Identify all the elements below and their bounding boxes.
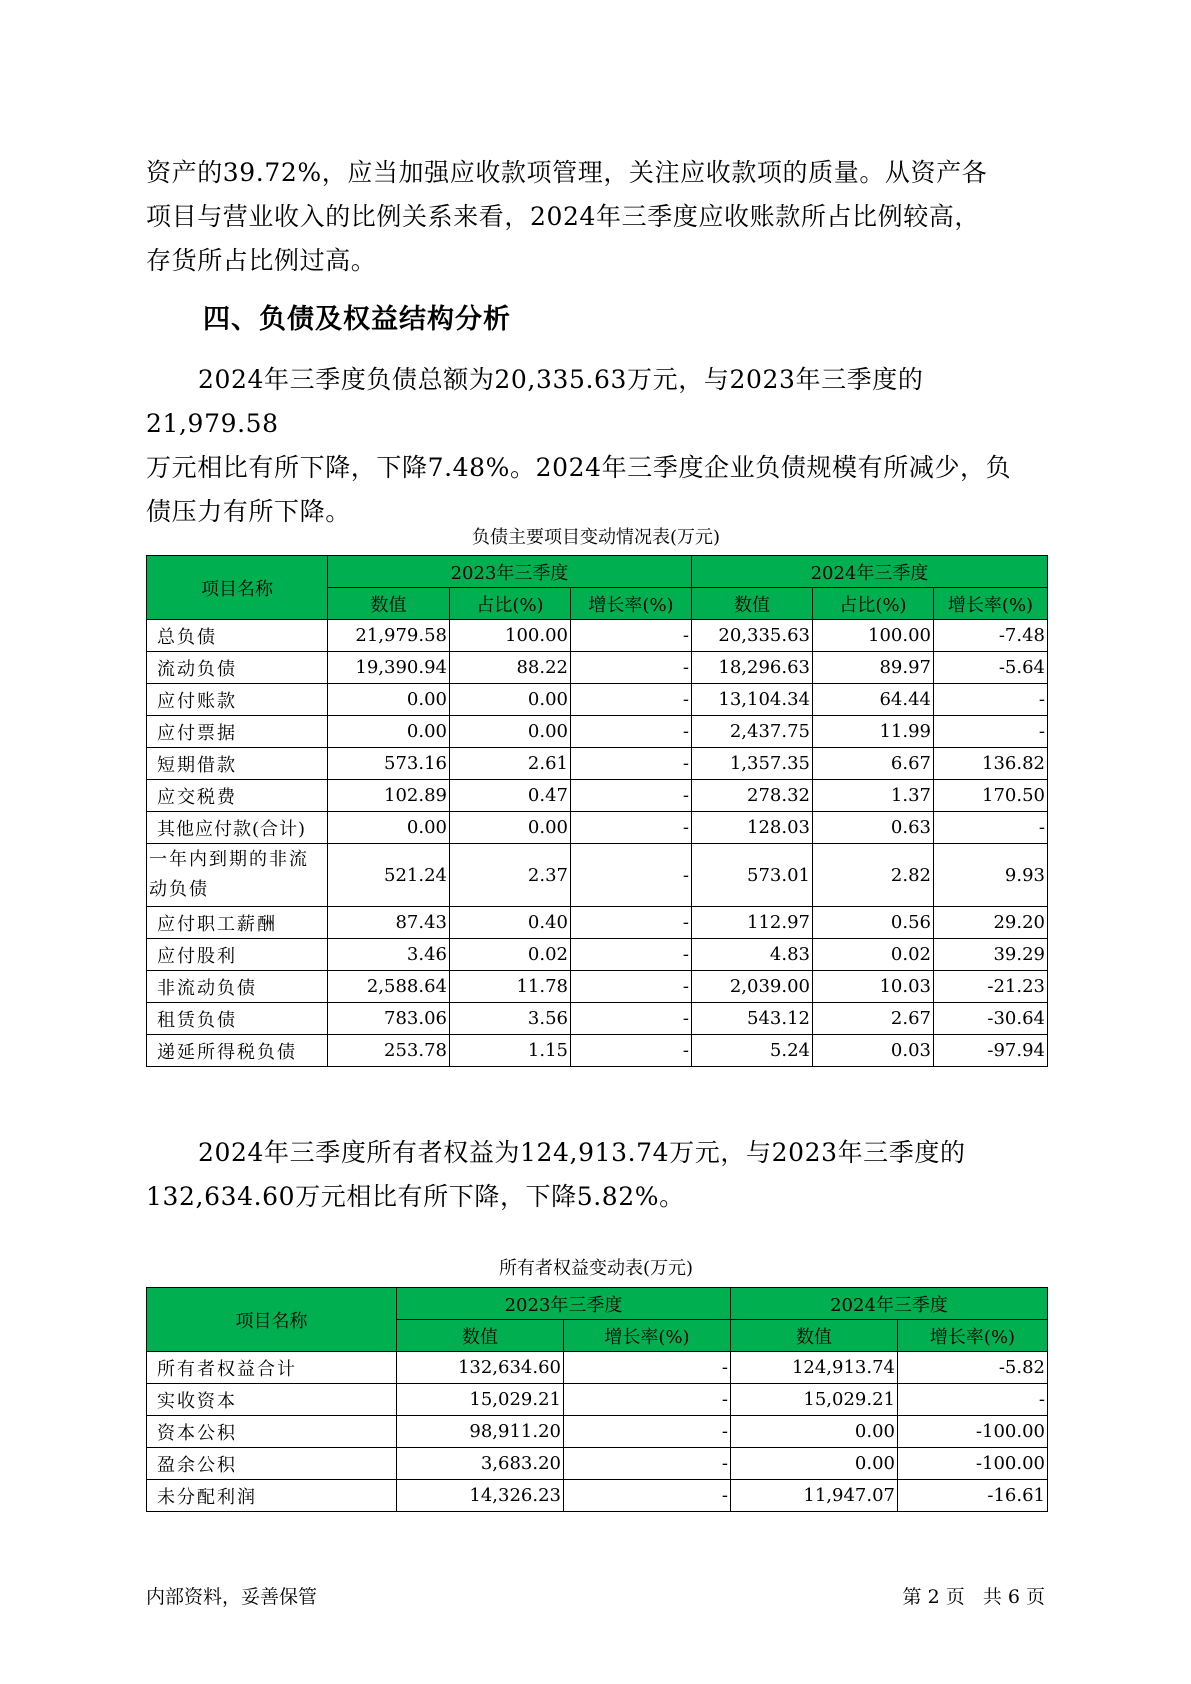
ratio-2024: 89.97	[813, 652, 934, 684]
table-row	[147, 1003, 1048, 1035]
value-2024: 1,357.35	[692, 748, 813, 780]
table-row	[147, 716, 1048, 748]
liability-table	[146, 555, 1048, 1067]
value-2023: 783.06	[328, 1003, 450, 1035]
growth-2024: 29.20	[934, 907, 1048, 939]
value-2023: 15,029.21	[397, 1384, 564, 1416]
growth-2023: -	[571, 684, 692, 716]
table-row	[147, 844, 1048, 907]
growth-2024: -30.64	[934, 1003, 1048, 1035]
table-row	[147, 620, 1048, 652]
value-2024: 128.03	[692, 812, 813, 844]
ratio-2023: 0.00	[450, 716, 571, 748]
header-period-2024: 2024年三季度	[692, 556, 1048, 588]
ratio-2024: 10.03	[813, 971, 934, 1003]
growth-2023: -	[571, 1035, 692, 1067]
ratio-2024: 2.82	[813, 844, 934, 907]
ratio-2024: 6.67	[813, 748, 934, 780]
table-row	[147, 971, 1048, 1003]
growth-2024: -5.82	[898, 1352, 1048, 1384]
row-name: 应付股利	[147, 939, 328, 971]
growth-2023: -	[571, 716, 692, 748]
growth-2024: -	[934, 812, 1048, 844]
equity-table-caption: 所有者权益变动表(万元)	[498, 1258, 694, 1279]
growth-2023: -	[571, 812, 692, 844]
growth-2023: -	[564, 1480, 731, 1512]
value-2023: 102.89	[328, 780, 450, 812]
equity-table	[146, 1287, 1048, 1512]
liability-paragraph	[146, 358, 1056, 534]
equity-paragraph	[146, 1131, 1056, 1219]
ratio-2024: 1.37	[813, 780, 934, 812]
value-2024: 543.12	[692, 1003, 813, 1035]
value-2024: 18,296.63	[692, 652, 813, 684]
row-name: 应付账款	[147, 684, 328, 716]
growth-2023: -	[571, 907, 692, 939]
growth-2024: -	[934, 716, 1048, 748]
growth-2023: -	[571, 652, 692, 684]
value-2023: 3,683.20	[397, 1448, 564, 1480]
ratio-2023: 0.02	[450, 939, 571, 971]
growth-2024: 170.50	[934, 780, 1048, 812]
value-2024: 13,104.34	[692, 684, 813, 716]
value-2024: 4.83	[692, 939, 813, 971]
header-growth-2023: 增长率(%)	[564, 1320, 731, 1352]
row-name: 非流动负债	[147, 971, 328, 1003]
header-ratio-2023: 占比(%)	[450, 588, 571, 620]
ratio-2024: 11.99	[813, 716, 934, 748]
ratio-2023: 0.00	[450, 684, 571, 716]
value-2023: 14,326.23	[397, 1480, 564, 1512]
value-2023: 253.78	[328, 1035, 450, 1067]
value-2023: 132,634.60	[397, 1352, 564, 1384]
table-row	[147, 652, 1048, 684]
growth-2024: -21.23	[934, 971, 1048, 1003]
value-2024: 573.01	[692, 844, 813, 907]
value-2024: 112.97	[692, 907, 813, 939]
value-2024: 20,335.63	[692, 620, 813, 652]
table-row	[147, 1035, 1048, 1067]
table-row	[147, 939, 1048, 971]
equity-line: 132,634.60万元相比有所下降，下降5.82%。	[146, 1182, 685, 1211]
intro-line: 存货所占比例过高。	[146, 246, 377, 275]
ratio-2024: 100.00	[813, 620, 934, 652]
growth-2023: -	[564, 1384, 731, 1416]
value-2023: 2,588.64	[328, 971, 450, 1003]
header-value-2024: 数值	[692, 588, 813, 620]
ratio-2023: 100.00	[450, 620, 571, 652]
table-row	[147, 780, 1048, 812]
row-name: 应付职工薪酬	[147, 907, 328, 939]
value-2023: 573.16	[328, 748, 450, 780]
page-number: 第 2 页 共 6 页	[902, 1586, 1045, 1608]
value-2023: 98,911.20	[397, 1416, 564, 1448]
intro-line: 项目与营业收入的比例关系来看，2024年三季度应收账款所占比例较高，	[146, 202, 981, 231]
ratio-2023: 2.61	[450, 748, 571, 780]
growth-2023: -	[564, 1416, 731, 1448]
value-2023: 87.43	[328, 907, 450, 939]
value-2023: 0.00	[328, 684, 450, 716]
row-name: 未分配利润	[147, 1480, 397, 1512]
ratio-2023: 0.40	[450, 907, 571, 939]
growth-2024: 9.93	[934, 844, 1048, 907]
header-growth-2024: 增长率(%)	[898, 1320, 1048, 1352]
table-row	[147, 1416, 1048, 1448]
row-name: 其他应付款(合计)	[147, 812, 328, 844]
value-2024: 124,913.74	[731, 1352, 898, 1384]
row-name: 递延所得税负债	[147, 1035, 328, 1067]
growth-2024: -97.94	[934, 1035, 1048, 1067]
value-2024: 278.32	[692, 780, 813, 812]
value-2024: 2,039.00	[692, 971, 813, 1003]
row-name: 一年内到期的非流动负债	[147, 844, 328, 907]
growth-2024: -16.61	[898, 1480, 1048, 1512]
ratio-2024: 64.44	[813, 684, 934, 716]
ratio-2023: 0.47	[450, 780, 571, 812]
value-2023: 3.46	[328, 939, 450, 971]
footer-note: 内部资料，妥善保管	[146, 1586, 318, 1608]
growth-2023: -	[571, 748, 692, 780]
intro-line: 资产的39.72%，应当加强应收款项管理，关注应收款项的质量。从资产各	[146, 158, 988, 187]
growth-2024: -	[934, 684, 1048, 716]
liability-table-caption: 负债主要项目变动情况表(万元)	[471, 527, 721, 548]
ratio-2023: 3.56	[450, 1003, 571, 1035]
header-growth-2024: 增长率(%)	[934, 588, 1048, 620]
ratio-2024: 0.03	[813, 1035, 934, 1067]
table-row	[147, 1448, 1048, 1480]
value-2023: 0.00	[328, 716, 450, 748]
value-2023: 521.24	[328, 844, 450, 907]
value-2024: 0.00	[731, 1448, 898, 1480]
row-name: 应交税费	[147, 780, 328, 812]
growth-2024: 136.82	[934, 748, 1048, 780]
header-value-2023: 数值	[397, 1320, 564, 1352]
growth-2024: 39.29	[934, 939, 1048, 971]
row-name: 所有者权益合计	[147, 1352, 397, 1384]
growth-2023: -	[571, 939, 692, 971]
row-name: 实收资本	[147, 1384, 397, 1416]
header-period-2024: 2024年三季度	[731, 1288, 1048, 1320]
liability-table-body	[147, 620, 1048, 1067]
growth-2024: -	[898, 1384, 1048, 1416]
row-name: 总负债	[147, 620, 328, 652]
growth-2024: -5.64	[934, 652, 1048, 684]
header-value-2023: 数值	[328, 588, 450, 620]
ratio-2023: 2.37	[450, 844, 571, 907]
table-row	[147, 1384, 1048, 1416]
header-ratio-2024: 占比(%)	[813, 588, 934, 620]
equity-table-body	[147, 1352, 1048, 1512]
section-title: 四、负债及权益结构分析	[203, 304, 511, 335]
growth-2023: -	[571, 780, 692, 812]
table-row	[147, 684, 1048, 716]
value-2024: 2,437.75	[692, 716, 813, 748]
ratio-2024: 0.02	[813, 939, 934, 971]
intro-paragraph	[146, 151, 1056, 283]
value-2023: 0.00	[328, 812, 450, 844]
row-name: 流动负债	[147, 652, 328, 684]
liability-line: 债压力有所下降。	[146, 497, 351, 526]
value-2023: 19,390.94	[328, 652, 450, 684]
ratio-2023: 88.22	[450, 652, 571, 684]
header-item-name: 项目名称	[147, 556, 328, 620]
growth-2024: -100.00	[898, 1416, 1048, 1448]
row-name: 应付票据	[147, 716, 328, 748]
ratio-2023: 1.15	[450, 1035, 571, 1067]
table-row	[147, 748, 1048, 780]
growth-2023: -	[571, 1003, 692, 1035]
growth-2023: -	[564, 1352, 731, 1384]
ratio-2024: 0.63	[813, 812, 934, 844]
growth-2023: -	[571, 971, 692, 1003]
value-2023: 21,979.58	[328, 620, 450, 652]
growth-2023: -	[564, 1448, 731, 1480]
table-row	[147, 907, 1048, 939]
value-2024: 0.00	[731, 1416, 898, 1448]
header-period-2023: 2023年三季度	[397, 1288, 731, 1320]
growth-2024: -100.00	[898, 1448, 1048, 1480]
header-period-2023: 2023年三季度	[328, 556, 692, 588]
growth-2024: -7.48	[934, 620, 1048, 652]
value-2024: 11,947.07	[731, 1480, 898, 1512]
header-growth-2023: 增长率(%)	[571, 588, 692, 620]
equity-line: 2024年三季度所有者权益为124,913.74万元，与2023年三季度的	[198, 1138, 966, 1167]
table-row	[147, 1352, 1048, 1384]
row-name: 短期借款	[147, 748, 328, 780]
header-value-2024: 数值	[731, 1320, 898, 1352]
row-name: 租赁负债	[147, 1003, 328, 1035]
ratio-2024: 2.67	[813, 1003, 934, 1035]
ratio-2023: 11.78	[450, 971, 571, 1003]
ratio-2023: 0.00	[450, 812, 571, 844]
growth-2023: -	[571, 844, 692, 907]
row-name: 资本公积	[147, 1416, 397, 1448]
ratio-2024: 0.56	[813, 907, 934, 939]
row-name: 盈余公积	[147, 1448, 397, 1480]
value-2024: 15,029.21	[731, 1384, 898, 1416]
table-row	[147, 1480, 1048, 1512]
liability-line: 万元相比有所下降，下降7.48%。2024年三季度企业负债规模有所减少，负	[146, 453, 1012, 482]
table-row	[147, 812, 1048, 844]
liability-line: 2024年三季度负债总额为20,335.63万元，与2023年三季度的21,979.58	[146, 365, 924, 438]
growth-2023: -	[571, 620, 692, 652]
value-2024: 5.24	[692, 1035, 813, 1067]
header-item-name: 项目名称	[147, 1288, 397, 1352]
